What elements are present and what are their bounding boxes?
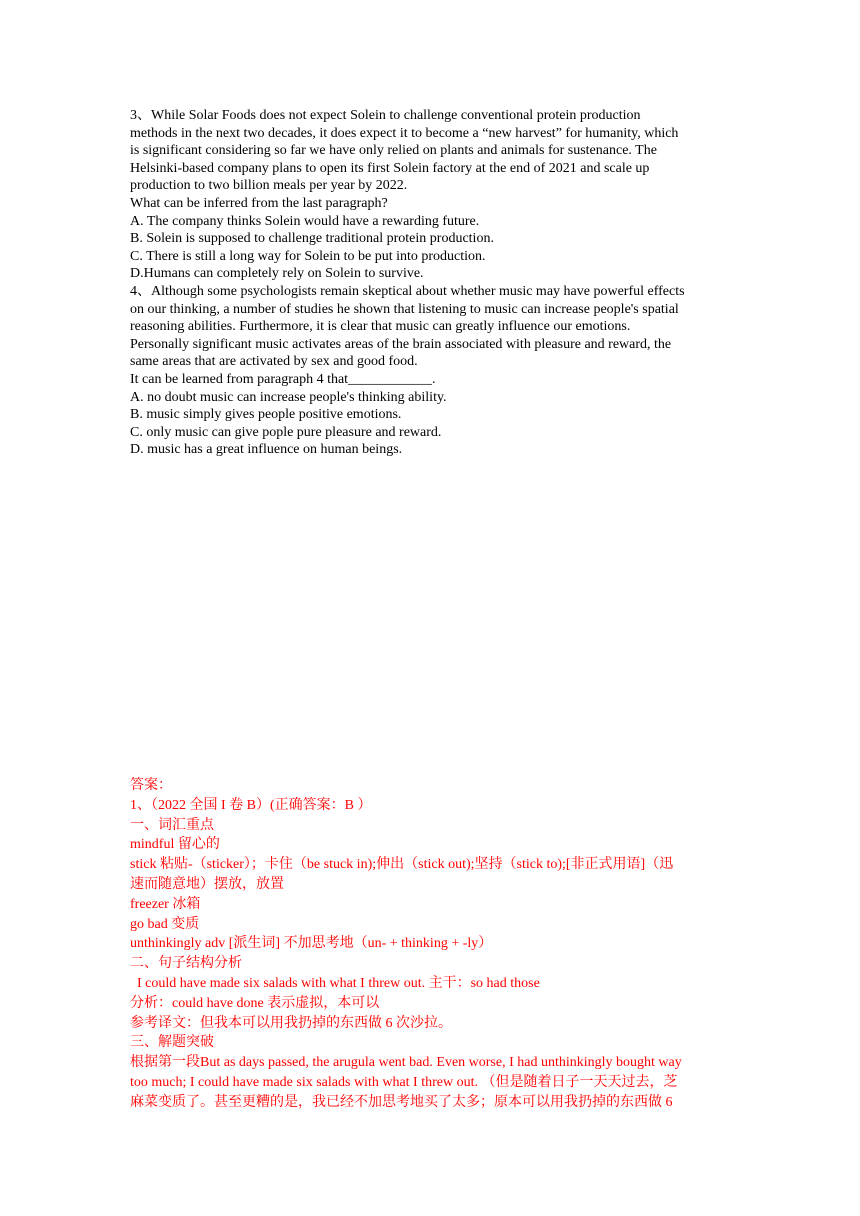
question-text-line: Personally significant music activates areas of the brain associated with pleasure and reward, the [130, 336, 672, 352]
question-text-line: reasoning abilities. Furthermore, it is clear that music can greatly influence our emotions. [130, 319, 631, 335]
question-text-line: Helsinki-based company plans to open its first Solein factory at the end of 2021 and scale up [130, 160, 650, 176]
answer-text-line: unthinkingly adv [派生词] 不加思考地（un- + thinking + -ly） [130, 936, 493, 952]
answer-text-line: 1、（2022 全国 I 卷 B）(正确答案：B ） [130, 797, 372, 813]
answer-text-line: 答案： [130, 778, 172, 793]
question-text-line: What can be inferred from the last paragraph? [130, 195, 388, 211]
question-text-line: on our thinking, a number of studies he shown that listening to music can increase people's spatial [130, 301, 679, 317]
answer-text-line: 麻菜变质了。甚至更糟的是，我已经不加思考地买了太多；原本可以用我扔掉的东西做 6 [130, 1094, 673, 1110]
answer-text-line: stick 粘贴-（sticker）；卡住（be stuck in);伸出（stick out);坚持（stick to);[非正式用语]（迅 [130, 857, 674, 873]
question-text-line: same areas that are activated by sex and good food. [130, 354, 418, 370]
answer-text-line: 二、句子结构分析 [130, 956, 242, 972]
question-text-line: D.Humans can completely rely on Solein to survive. [130, 266, 424, 282]
answer-text-line: too much; I could have made six salads with what I threw out. （但是随着日子一天天过去，芝 [130, 1074, 678, 1090]
question-text-line: is significant considering so far we have only relied on plants and animals for sustenance. The [130, 143, 657, 159]
answer-text-line: 根据第一段But as days passed, the arugula went bad. Even worse, I had unthinkingly bought way [130, 1055, 682, 1071]
question-text-line: C. only music can give pople pure pleasure and reward. [130, 424, 442, 440]
question-text-line: B. Solein is supposed to challenge traditional protein production. [130, 231, 494, 247]
question-text-line: D. music has a great influence on human beings. [130, 442, 403, 458]
answer-text-line: freezer 冰箱 [130, 896, 201, 912]
answer-text-line: I could have made six salads with what I threw out. 主干：so had those [130, 975, 540, 991]
answer-text-line: 参考译文：但我本可以用我扔掉的东西做 6 次沙拉。 [130, 1015, 452, 1031]
question-text-line: A. no doubt music can increase people's thinking ability. [130, 389, 447, 405]
answer-text-line: 速而随意地）摆放，放置 [130, 876, 284, 892]
answers-section [130, 776, 736, 1113]
question-text-line: 3、While Solar Foods does not expect Solein to challenge conventional protein production [130, 108, 641, 123]
answer-text-line: 一、词汇重点 [130, 817, 214, 833]
question-text-line: methods in the next two decades, it does expect it to become a “new harvest” for humanity, which [130, 125, 679, 141]
answer-text-line: mindful 留心的 [130, 837, 220, 853]
question-text-line: A. The company thinks Solein would have a rewarding future. [130, 213, 480, 229]
answer-text-line: go bad 变质 [130, 916, 200, 932]
question-text-line: C. There is still a long way for Solein to be put into production. [130, 248, 486, 264]
answer-text-line: 三、解题突破 [130, 1035, 214, 1051]
question-text-line: B. music simply gives people positive emotions. [130, 407, 402, 423]
question-text-line: 4、Although some psychologists remain skeptical about whether music may have powerful effects [130, 283, 685, 299]
questions-section [130, 107, 736, 459]
question-text-line: production to two billion meals per year by 2022. [130, 178, 408, 194]
question-text-line: It can be learned from paragraph 4 that____________. [130, 371, 436, 387]
answer-text-line: 分析：could have done 表示虚拟，本可以 [130, 995, 380, 1011]
